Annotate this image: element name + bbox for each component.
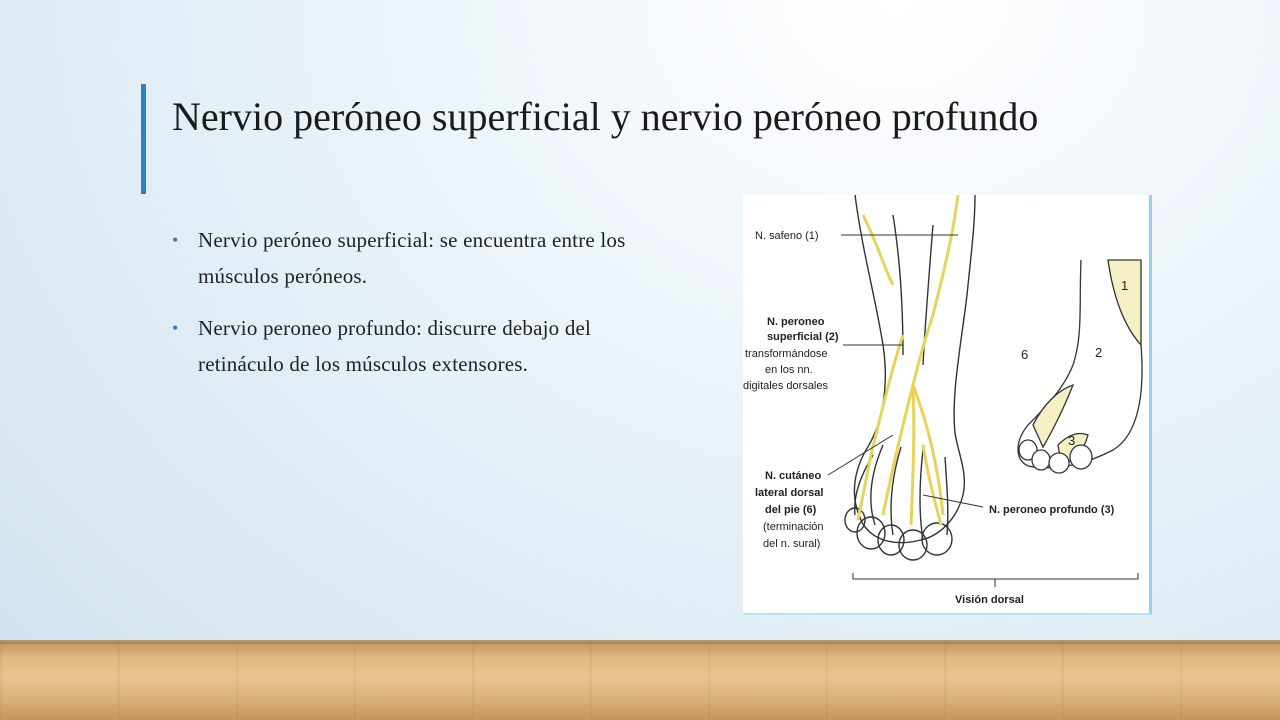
label-peroneo-sup-3: transformándose xyxy=(745,348,828,360)
label-cutaneo-5: del n. sural) xyxy=(763,538,821,550)
label-vision-dorsal: Visión dorsal xyxy=(955,594,1024,606)
bullet-item xyxy=(172,310,632,382)
wood-floor xyxy=(0,644,1280,720)
label-peroneo-sup-2: superficial (2) xyxy=(767,331,839,343)
foot-outline xyxy=(845,195,975,560)
label-cutaneo-1: N. cutáneo xyxy=(765,470,822,482)
region-number-2: 2 xyxy=(1095,345,1103,360)
region-number-3: 3 xyxy=(1068,433,1076,448)
region-number-6: 6 xyxy=(1021,347,1029,362)
region-number-1: 1 xyxy=(1121,278,1129,293)
bullet-list xyxy=(172,222,632,398)
foot-nerve-illustration xyxy=(743,195,1149,613)
bullet-marker-icon: • xyxy=(172,318,179,338)
label-peroneo-sup-5: digitales dorsales xyxy=(743,380,828,392)
label-peroneo-sup-1: N. peroneo xyxy=(767,316,825,328)
anatomy-figure xyxy=(743,195,1152,615)
label-peroneo-sup-4: en los nn. xyxy=(765,364,813,376)
slide-title: Nervio peróneo superficial y nervio peróneo profundo xyxy=(172,94,1039,139)
bullet-text: Nervio peroneo profundo: discurre debajo del retináculo de los músculos extensores. xyxy=(198,316,592,376)
label-cutaneo-4: (terminación xyxy=(763,521,824,533)
label-peroneo-prof: N. peroneo profundo (3) xyxy=(989,504,1115,516)
label-cutaneo-2: lateral dorsal xyxy=(755,487,824,499)
bullet-item xyxy=(172,222,632,294)
label-safeno: N. safeno (1) xyxy=(755,230,819,242)
label-cutaneo-3: del pie (6) xyxy=(765,504,817,516)
title-accent-bar xyxy=(141,84,146,194)
bullet-marker-icon: • xyxy=(172,230,179,250)
bullet-text: Nervio peróneo superficial: se encuentra entre los músculos peróneos. xyxy=(198,228,626,288)
